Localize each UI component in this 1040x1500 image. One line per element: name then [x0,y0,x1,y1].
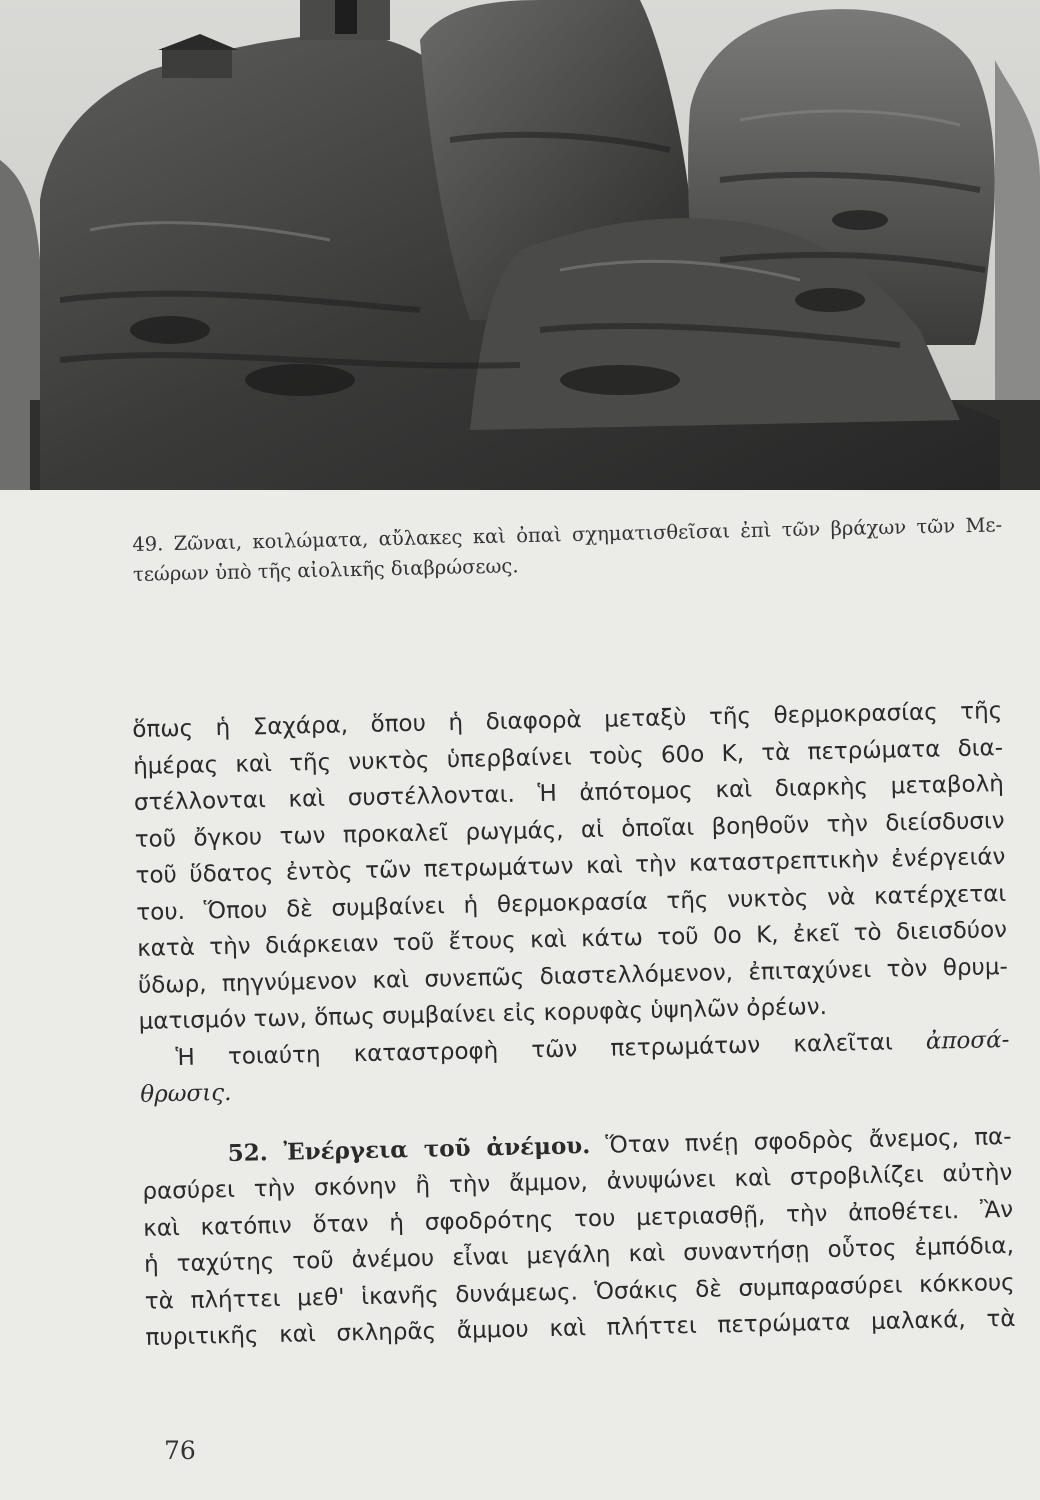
body-text [132,693,1016,1356]
text-line: τοῦ ὄγκου των προκαλεῖ ρωγμάς, αἱ ὁποῖαι βοηθοῦν τὴν διείσδυσιν [134,807,1005,853]
text-line: ὅπως ἡ Σαχάρα, ὅπου ἡ διαφορὰ μεταξὺ τῆς θερμοκρασίας τῆς [132,698,1003,743]
text-line: ρασύρει τὴν σκόνην ἢ τὴν ἄμμον, ἀνυψώνει καὶ στροβιλίζει αὐτὴν [142,1159,1013,1205]
term-apsathrosis-part1: ἀποσά- [925,1026,1010,1055]
figure-caption [132,510,1003,590]
text-line: του. Ὅπου δὲ συμβαίνει ἡ θερμοκρασία τῆς νυκτὸς νὰ κατέρχεται [136,880,1007,926]
figure-photo [0,0,1040,490]
text-line: ματισμόν των, ὅπως συμβαίνει εἰς κορυφὰς ὑψηλῶν ὀρέων. [138,993,828,1035]
text-line: τὰ πλήττει μεθ' ἱκανῆς δυνάμεως. Ὁσάκις δὲ συμπαρασύρει κόκκους [144,1269,1015,1315]
caption-line: τεώρων ὑπὸ τῆς αἰολικῆς διαβρώσεως. [132,554,519,586]
caption-line: 49. Ζῶναι, κοιλώματα, αὔλακες καὶ ὀπαὶ σχηματισθεῖσαι ἐπὶ τῶν βράχων τῶν Με- [132,513,1003,556]
text-line: κατὰ τὴν διάρκειαν τοῦ ἔτους καὶ κάτω τοῦ 0ο Κ, ἐκεῖ τὸ διεισδύον [136,916,1008,962]
text-line: ἡ ταχύτης τοῦ ἀνέμου εἶναι μεγάλη καὶ συναντήσῃ οὗτος ἐμπόδια, [143,1232,1015,1278]
text-line: ἡμέρας καὶ τῆς νυκτὸς ὑπερβαίνει τοὺς 60ο Κ, τὰ πετρώματα δια- [132,734,1004,780]
text-line: πυριτικῆς καὶ σκληρᾶς ἄμμου καὶ πλήττει πετρώματα μαλακά, τὰ [145,1305,1016,1351]
page-number: 76 [164,1436,196,1465]
section-heading: 52. Ἐνέργεια τοῦ ἀνέμου. [227,1131,591,1167]
text-fragment: Ὅταν πνέῃ σφοδρὸς ἄνεμος, πα- [605,1123,1012,1159]
term-apsathrosis-part2: θρωσις. [140,1079,232,1108]
text-line: στέλλονται καὶ συστέλλονται. Ἡ ἀπότομος καὶ διαρκὴς μεταβολὴ [133,771,1005,816]
text-line: τοῦ ὕδατος ἐντὸς τῶν πετρωμάτων καὶ τὴν καταστρεπτικὴν ἐνέργειάν [135,843,1006,889]
text-line: καὶ κατόπιν ὅταν ἡ σφοδρότης του μετριασθῇ, τὴν ἀποθέτει. Ἂν [142,1196,1014,1242]
text-fragment: Ἡ τοιαύτη καταστροφὴ τῶν πετρωμάτων καλεῖται [175,1028,893,1071]
text-line: ὕδωρ, πηγνύμενον καὶ συνεπῶς διαστελλόμενον, ἐπιταχύνει τὸν θρυμ- [137,953,1009,999]
meteora-rocks-image [0,0,1040,490]
